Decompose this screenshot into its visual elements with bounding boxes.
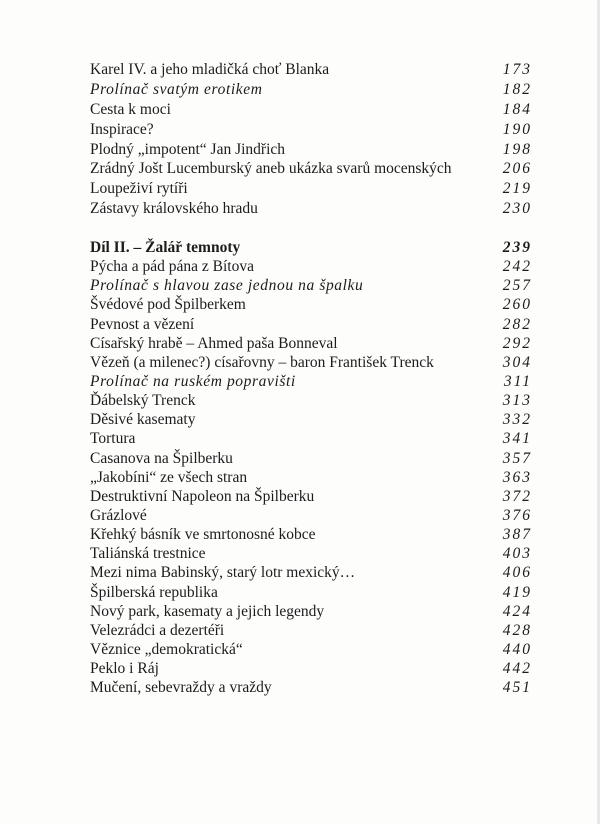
toc-entry-title: Prolínač na ruském popravišti bbox=[90, 372, 296, 390]
toc-entry-page-number: 372 bbox=[502, 487, 532, 505]
toc-entry-title: Děsivé kasematy bbox=[90, 411, 196, 429]
toc-entry bbox=[90, 507, 532, 526]
toc-entry bbox=[90, 679, 532, 698]
toc-entry bbox=[90, 450, 532, 469]
toc-entry bbox=[90, 430, 532, 449]
toc-entry-title: Zrádný Jošt Lucemburský aneb ukázka svarů mocenských bbox=[90, 160, 452, 178]
toc-entry bbox=[90, 622, 532, 641]
toc-entry bbox=[90, 61, 532, 81]
toc-entry bbox=[90, 200, 532, 220]
toc-entry-page-number: 357 bbox=[502, 449, 532, 467]
toc-entry-page-number: 387 bbox=[502, 526, 532, 544]
toc-entry-title: Ďábelský Trenck bbox=[90, 392, 196, 410]
toc-entry-title: Vězeň (a milenec?) císařovny – baron František Trenck bbox=[90, 353, 434, 371]
toc-entry-page-number: 419 bbox=[502, 583, 532, 601]
toc-entry-page-number: 304 bbox=[502, 353, 532, 371]
toc-entry bbox=[90, 354, 532, 373]
toc-entry-page-number: 173 bbox=[502, 61, 532, 78]
toc-entry-page-number: 182 bbox=[502, 80, 532, 98]
toc-entry bbox=[90, 180, 532, 200]
toc-entry-page-number: 242 bbox=[502, 258, 532, 276]
toc-entry-title: Prolínač svatým erotikem bbox=[90, 80, 263, 98]
toc-entry-title: Mučení, sebevraždy a vraždy bbox=[90, 679, 272, 697]
toc-entry-title: Díl II. – Žalář temnoty bbox=[90, 239, 241, 256]
toc-entry bbox=[90, 258, 532, 277]
toc-entry-title: Mezi nima Babinský, starý lotr mexický… bbox=[90, 564, 356, 582]
toc-entry-title: Loupeživí rytíři bbox=[90, 180, 188, 198]
toc-entry-page-number: 239 bbox=[502, 239, 532, 256]
toc-entry-page-number: 219 bbox=[502, 180, 532, 198]
toc-entry-page-number: 282 bbox=[502, 315, 532, 333]
toc-entry-title: Casanova na Špilberku bbox=[90, 449, 233, 467]
toc-entry-title: Taliánská trestnice bbox=[90, 545, 206, 563]
toc-entry-title: Věznice „demokratická“ bbox=[90, 640, 243, 658]
toc-entry-page-number: 257 bbox=[502, 277, 532, 295]
toc-entry-page-number: 440 bbox=[502, 640, 532, 658]
toc-part-heading bbox=[90, 239, 532, 258]
toc-entry bbox=[90, 545, 532, 564]
toc-entry-title: Velezrádci a dezertéři bbox=[90, 621, 225, 639]
toc-entry bbox=[90, 411, 532, 430]
toc-entry-page-number: 292 bbox=[502, 334, 532, 352]
toc-entry-page-number: 406 bbox=[502, 564, 532, 582]
toc-entry-page-number: 376 bbox=[502, 506, 532, 524]
toc-entry bbox=[90, 373, 532, 392]
toc-entry bbox=[90, 101, 532, 121]
toc-entry-page-number: 311 bbox=[503, 372, 532, 390]
toc-entry-page-number: 332 bbox=[502, 411, 532, 429]
toc-entry-title: Inspirace? bbox=[90, 120, 154, 138]
toc-entry-page-number: 363 bbox=[502, 468, 532, 486]
toc-entry bbox=[90, 296, 532, 315]
toc-entry bbox=[90, 141, 532, 161]
toc-entry bbox=[90, 584, 532, 603]
toc-entry-page-number: 313 bbox=[502, 392, 532, 410]
toc-entry-title: Grázlové bbox=[90, 506, 147, 524]
toc-entry-title: Císařský hrabě – Ahmed paša Bonneval bbox=[90, 334, 338, 352]
toc-entry-page-number: 184 bbox=[502, 100, 532, 118]
toc-entry bbox=[90, 469, 532, 488]
toc-entry-page-number: 230 bbox=[502, 200, 532, 218]
toc-entry-page-number: 428 bbox=[502, 621, 532, 639]
toc-entry bbox=[90, 603, 532, 622]
toc-entry bbox=[90, 488, 532, 507]
toc-entry-title: Pýcha a pád pána z Bítova bbox=[90, 258, 254, 276]
toc-entry-page-number: 198 bbox=[502, 140, 532, 158]
toc-part1 bbox=[90, 61, 532, 220]
toc-entry bbox=[90, 81, 532, 101]
toc-entry-title: Švédové pod Špilberkem bbox=[90, 296, 246, 314]
toc-entry-title: Pevnost a vězení bbox=[90, 315, 195, 333]
toc-entry-page-number: 206 bbox=[502, 160, 532, 178]
toc-entry-title: Cesta k moci bbox=[90, 100, 171, 118]
toc-entry bbox=[90, 277, 532, 296]
toc-entry-page-number: 442 bbox=[502, 660, 532, 678]
toc-entry-page-number: 190 bbox=[502, 120, 532, 138]
toc-entry-title: Křehký básník ve smrtonosné kobce bbox=[90, 526, 316, 544]
toc-entry bbox=[90, 160, 532, 180]
toc-entry-title: Nový park, kasematy a jejich legendy bbox=[90, 602, 325, 620]
toc-entry bbox=[90, 564, 532, 583]
toc-entry bbox=[90, 316, 532, 335]
toc-entry-page-number: 424 bbox=[502, 602, 532, 620]
toc-entry-page-number: 260 bbox=[502, 296, 532, 314]
toc-entry bbox=[90, 526, 532, 545]
toc-entry bbox=[90, 392, 532, 411]
toc-entry-title: „Jakobíni“ ze všech stran bbox=[90, 468, 248, 486]
toc-entry-title: Karel IV. a jeho mladičká choť Blanka bbox=[90, 61, 330, 78]
toc-part2 bbox=[90, 239, 532, 698]
toc-entry-page-number: 451 bbox=[502, 679, 532, 697]
toc-entry-page-number: 341 bbox=[502, 430, 532, 448]
toc-entry-title: Destruktivní Napoleon na Špilberku bbox=[90, 487, 315, 505]
toc-entry bbox=[90, 335, 532, 354]
toc-entry bbox=[90, 121, 532, 141]
toc-entry bbox=[90, 641, 532, 660]
toc-entry-title: Špilberská republika bbox=[90, 583, 218, 601]
toc-entry-title: Peklo i Ráj bbox=[90, 660, 159, 678]
toc-entry-title: Plodný „impotent“ Jan Jindřich bbox=[90, 140, 286, 158]
toc-entry bbox=[90, 660, 532, 679]
toc-entry-page-number: 403 bbox=[502, 545, 532, 563]
toc-entry-title: Tortura bbox=[90, 430, 136, 448]
toc-entry-title: Prolínač s hlavou zase jednou na špalku bbox=[90, 277, 364, 295]
toc-entry-title: Zástavy královského hradu bbox=[90, 200, 258, 218]
